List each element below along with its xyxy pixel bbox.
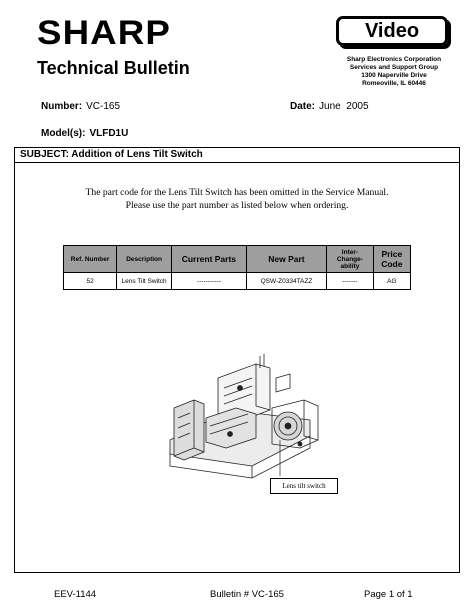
sharp-logo: SHARP (37, 14, 171, 52)
company-line: Sharp Electronics Corporation (346, 56, 442, 63)
header-interchangeability: Inter-Change-ability (327, 246, 374, 273)
body-line: The part code for the Lens Tilt Switch has been omitted in the Service Manual. (85, 187, 389, 198)
diagram-caption: Lens tilt switch (270, 478, 338, 494)
table-header-row (64, 246, 411, 273)
footer-page-number: Page 1 of 1 (364, 589, 413, 600)
header-description: Description (117, 246, 172, 273)
number-value: VC-165 (86, 101, 121, 112)
cell-ref: 52 (64, 273, 117, 290)
page-title: Technical Bulletin (37, 58, 190, 78)
cell-price: AG (373, 273, 410, 290)
subject-line: SUBJECT: Addition of Lens Tilt Switch (14, 147, 460, 163)
footer-bulletin-number: Bulletin # VC-165 (210, 589, 284, 600)
parts-table (63, 245, 411, 290)
cell-current: ----------- (171, 273, 246, 290)
date-value: June 2005 (319, 101, 369, 112)
cell-new: QSW-Z0334TAZZ (246, 273, 326, 290)
company-line: 1300 Naperville Drive (361, 72, 427, 79)
category-badge: Video (336, 16, 448, 46)
lens-tilt-mechanism-illustration (160, 348, 340, 498)
bulletin-date (290, 101, 369, 112)
company-address (330, 56, 458, 88)
table-row (64, 273, 411, 290)
body-line: Please use the part number as listed below when ordering. (125, 200, 349, 211)
header-new-part: New Part (246, 246, 326, 273)
company-line: Services and Support Group (349, 64, 439, 71)
bulletin-number (41, 101, 120, 112)
cell-interchange: ------- (327, 273, 374, 290)
footer-doc-code: EEV-1144 (54, 589, 97, 600)
header-ref: Ref. Number (64, 246, 117, 273)
models (41, 128, 128, 139)
header-current-parts: Current Parts (171, 246, 246, 273)
cell-description: Lens Tilt Switch (117, 273, 172, 290)
models-value: VLFD1U (89, 128, 129, 139)
company-line: Romeoville, IL 60446 (362, 80, 426, 87)
date-label: Date: (290, 101, 316, 112)
number-label: Number: (41, 101, 83, 112)
models-label: Model(s): (41, 128, 86, 139)
header-price-code: Price Code (373, 246, 410, 273)
body-text (40, 186, 434, 212)
